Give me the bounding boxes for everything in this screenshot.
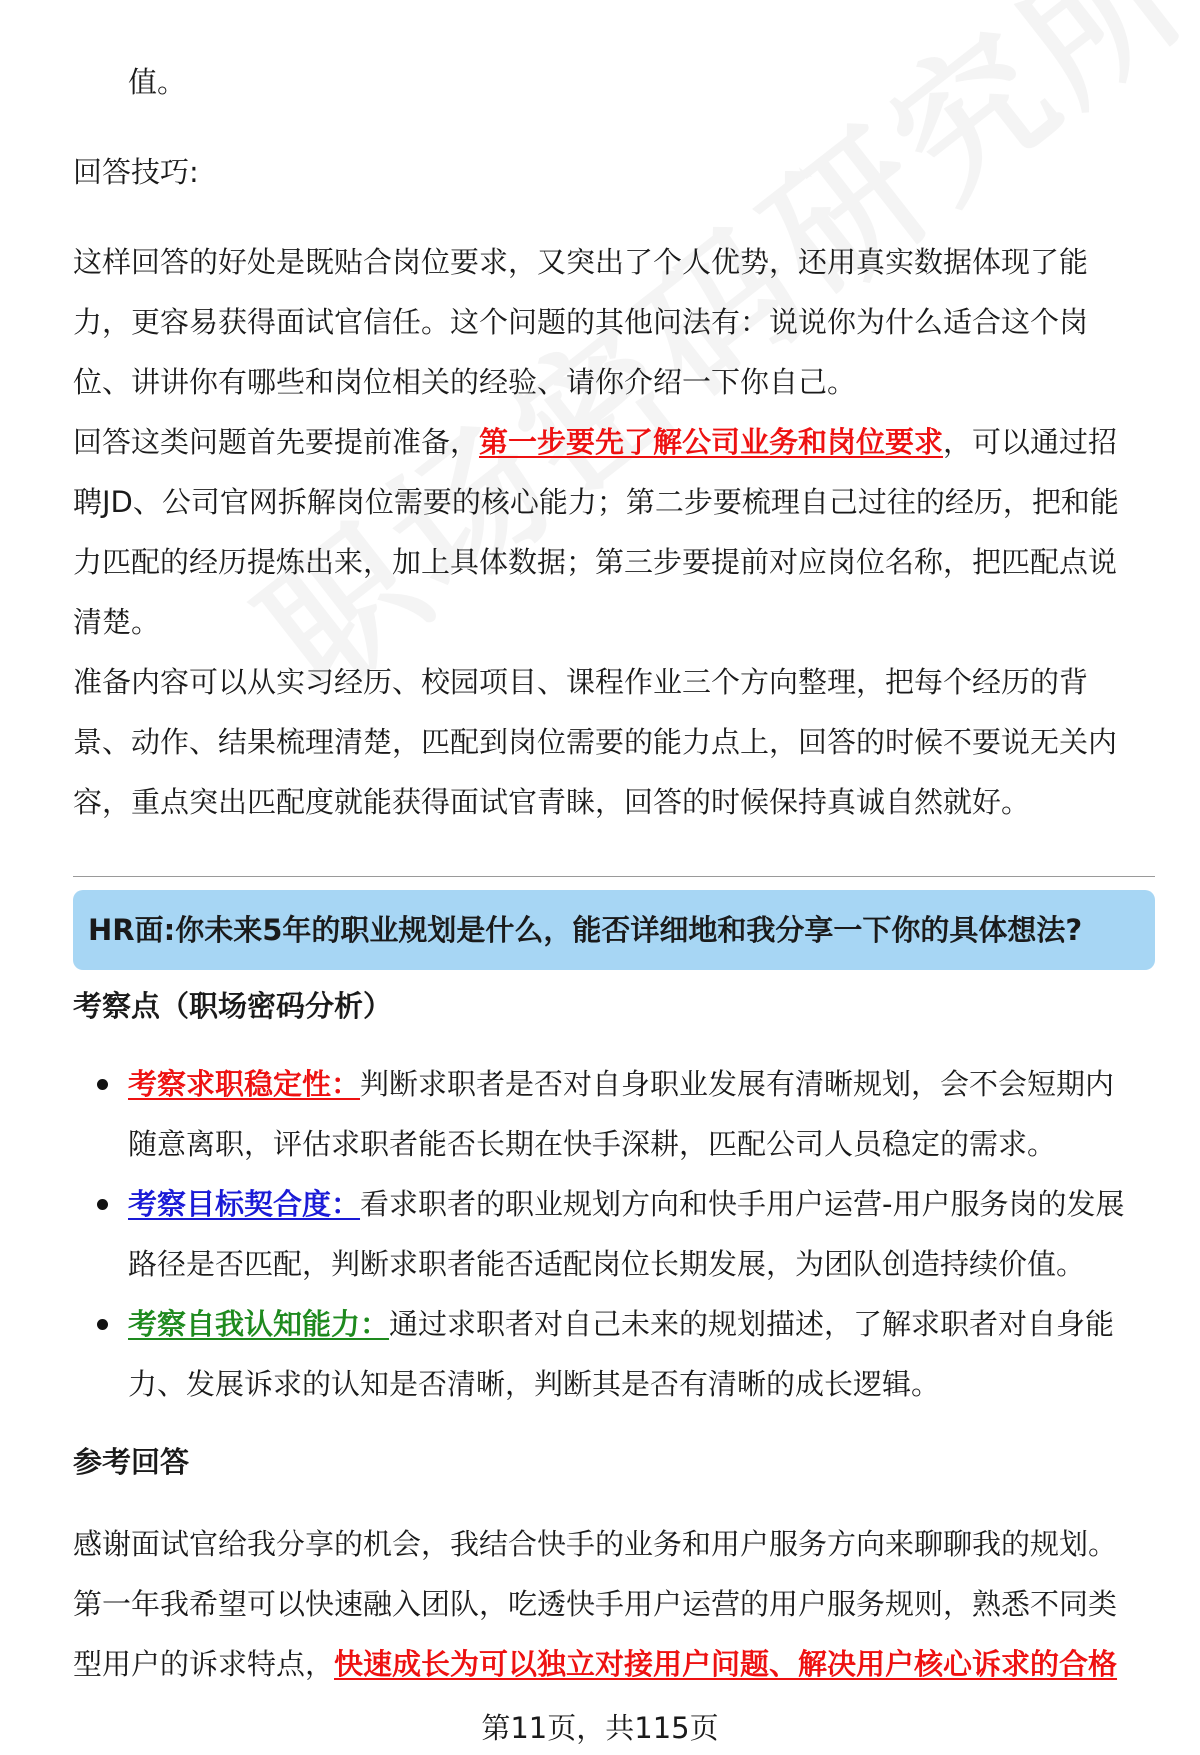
para1-line: 位、讲讲你有哪些和岗位相关的经验、请你介绍一下你自己。 bbox=[73, 365, 857, 399]
continued-line: 值。 bbox=[128, 65, 187, 99]
bullet-dot-icon bbox=[97, 1079, 108, 1090]
para2-highlight: 第一步要先了解公司业务和岗位要求 bbox=[479, 425, 944, 459]
tips-label-block bbox=[73, 142, 1155, 202]
reference-text: 型用户的诉求特点， bbox=[73, 1647, 335, 1681]
question-box bbox=[73, 890, 1155, 970]
para3-line: 景、动作、结果梳理清楚，匹配到岗位需要的能力点上，回答的时候不要说无关内 bbox=[73, 725, 1118, 759]
reference-line: 第一年我希望可以快速融入团队，吃透快手用户运营的用户服务规则，熟悉不同类 bbox=[73, 1587, 1118, 1621]
bullet-dot-icon bbox=[97, 1319, 108, 1330]
intro-section bbox=[73, 52, 1155, 112]
bullet-text: 判断求职者是否对自身职业发展有清晰规划，会不会短期内 bbox=[360, 1067, 1115, 1101]
para2-line: 力匹配的经历提炼出来，加上具体数据；第三步要提前对应岗位名称，把匹配点说 bbox=[73, 545, 1118, 579]
para3-line: 准备内容可以从实习经历、校园项目、课程作业三个方向整理，把每个经历的背 bbox=[73, 665, 1089, 699]
bullet-item bbox=[73, 1054, 1155, 1114]
para2-text: ，可以通过招 bbox=[943, 425, 1118, 459]
question-text: HR面:你未来5年的职业规划是什么，能否详细地和我分享一下你的具体想法? bbox=[88, 913, 1083, 947]
reference-answer bbox=[73, 1514, 1155, 1694]
para1-line: 力，更容易获得面试官信任。这个问题的其他问法有：说说你为什么适合这个岗 bbox=[73, 305, 1089, 339]
bullet-continuation: 力、发展诉求的认知是否清晰，判断其是否有清晰的成长逻辑。 bbox=[128, 1367, 941, 1401]
bullet-continuation: 路径是否匹配，判断求职者能否适配岗位长期发展，为团队创造持续价值。 bbox=[128, 1247, 1086, 1281]
bullet-continuation: 随意离职，评估求职者能否长期在快手深耕，匹配公司人员稳定的需求。 bbox=[128, 1127, 1057, 1161]
para2-line: 聘JD、公司官网拆解岗位需要的核心能力；第二步要梳理自己过往的经历，把和能 bbox=[73, 485, 1119, 519]
bullet-item bbox=[73, 1294, 1155, 1354]
reference-line: 感谢面试官给我分享的机会，我结合快手的业务和用户服务方向来聊聊我的规划。 bbox=[73, 1527, 1118, 1561]
bullet-item bbox=[73, 1174, 1155, 1234]
tips-paragraphs bbox=[73, 232, 1155, 832]
analysis-heading: 考察点（职场密码分析） bbox=[73, 989, 393, 1023]
para2-line: 清楚。 bbox=[73, 605, 161, 639]
bullet-label: 考察目标契合度： bbox=[128, 1187, 361, 1221]
bullet-text: 通过求职者对自己未来的规划描述，了解求职者对自身能 bbox=[389, 1307, 1115, 1341]
para2-line bbox=[73, 412, 1155, 472]
para2-text: 回答这类问题首先要提前准备， bbox=[73, 425, 480, 459]
bullet-dot-icon bbox=[97, 1199, 108, 1210]
reference-heading: 参考回答 bbox=[73, 1445, 190, 1479]
bullet-text: 看求职者的职业规划方向和快手用户运营-用户服务岗的发展 bbox=[360, 1187, 1125, 1221]
reference-highlight: 快速成长为可以独立对接用户问题、解决用户核心诉求的合格 bbox=[334, 1647, 1118, 1681]
reference-line bbox=[73, 1634, 1155, 1694]
bullet-label: 考察求职稳定性： bbox=[128, 1067, 361, 1101]
section-divider bbox=[73, 876, 1155, 877]
analysis-bullet-list bbox=[73, 1054, 1155, 1414]
page-number: 第11页，共115页 bbox=[481, 1711, 719, 1745]
tips-label: 回答技巧: bbox=[73, 155, 199, 189]
para3-line: 容，重点突出匹配度就能获得面试官青睐，回答的时候保持真诚自然就好。 bbox=[73, 785, 1031, 819]
bullet-label: 考察自我认知能力： bbox=[128, 1307, 390, 1341]
para1-line: 这样回答的好处是既贴合岗位要求，又突出了个人优势，还用真实数据体现了能 bbox=[73, 245, 1089, 279]
